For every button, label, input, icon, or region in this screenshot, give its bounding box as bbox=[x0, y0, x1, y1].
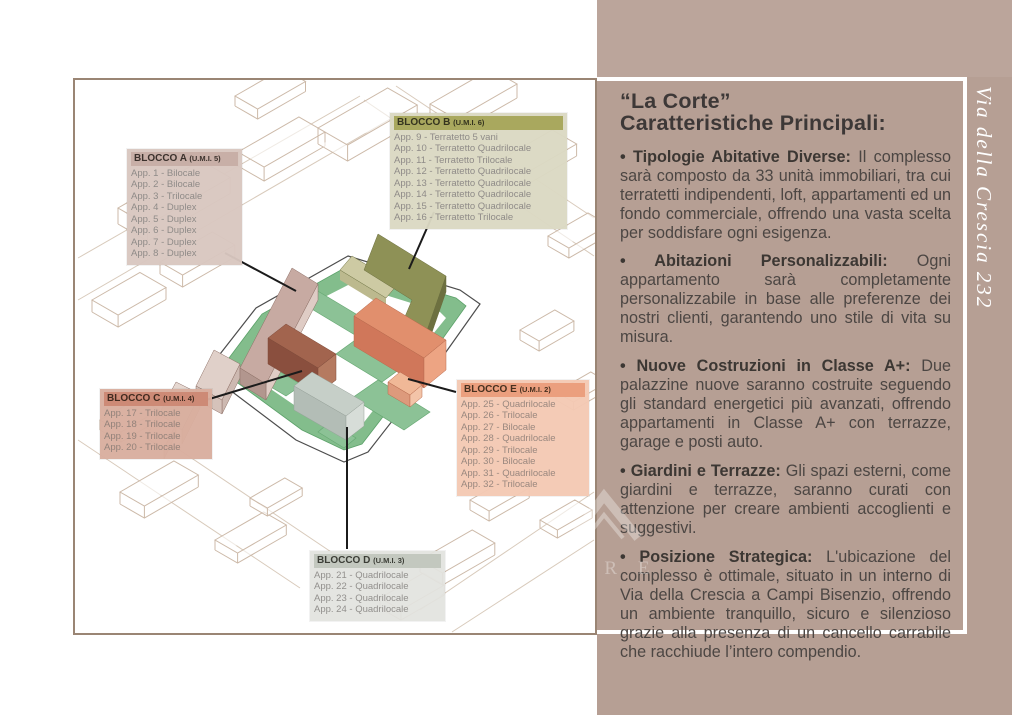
feature-bullet: • Abitazioni Personalizzabili: Ogni appartamento sarà completamente personalizzabile in base alle preferenze dei nostri clienti, garantendo uno stile di vita su misura. bbox=[620, 252, 951, 347]
apartment-row: App. 15 - Terratetto Quadrilocale bbox=[394, 200, 532, 212]
context-building-outline bbox=[250, 478, 302, 516]
apartment-row: App. 24 - Quadrilocale bbox=[314, 604, 409, 615]
apartment-row: App. 25 - Quadrilocale bbox=[461, 398, 556, 410]
apartment-row: App. 9 - Terratetto 5 vani bbox=[394, 131, 498, 143]
feature-bullet: • Tipologie Abitative Diverse: Il complesso sarà composto da 33 unità immobiliari, tra cui terratetti indipendenti, loft, appartamenti ed un fondo commerciale, offrendo una vasta scelta per soddisfare ogni esigenza. bbox=[620, 148, 951, 243]
apartment-row: App. 19 - Trilocale bbox=[104, 430, 181, 442]
blocco-e-label-box bbox=[457, 380, 589, 496]
apartment-row: App. 17 - Trilocale bbox=[104, 407, 181, 419]
apartment-row: App. 28 - Quadrilocale bbox=[461, 433, 556, 444]
blocco-c-label-box bbox=[100, 389, 212, 459]
apartment-row: App. 7 - Duplex bbox=[131, 236, 197, 248]
panel-title-line1: “La Corte” bbox=[620, 89, 731, 113]
apartment-row: App. 4 - Duplex bbox=[131, 202, 197, 213]
watermark-letters: A R E bbox=[571, 558, 658, 579]
blocco-b-label-box bbox=[390, 113, 567, 229]
context-building-outline bbox=[235, 80, 306, 119]
blocco-a-header: BLOCCO A (U.M.I. 5) bbox=[131, 152, 238, 166]
apartment-row: App. 29 - Trilocale bbox=[461, 444, 538, 456]
apartment-row: App. 20 - Trilocale bbox=[104, 442, 181, 453]
blocco-c-apartment-list bbox=[104, 408, 208, 454]
apartment-row: App. 22 - Quadrilocale bbox=[314, 581, 409, 592]
blocco-d-label-box bbox=[310, 551, 445, 621]
feature-list bbox=[620, 148, 951, 662]
apartment-row: App. 30 - Bilocale bbox=[461, 456, 536, 467]
info-panel bbox=[597, 0, 1012, 715]
panel-title-line2: Caratteristiche Principali: bbox=[620, 111, 886, 136]
apartment-row: App. 23 - Quadrilocale bbox=[314, 592, 409, 604]
apartment-row: App. 12 - Terratetto Quadrilocale bbox=[394, 166, 532, 177]
apartment-row: App. 11 - Terratetto Trilocale bbox=[394, 154, 513, 166]
context-building-outline bbox=[520, 310, 574, 351]
street-address-vertical: Via della Crescia 232 bbox=[972, 86, 996, 310]
context-building-outline bbox=[120, 461, 198, 518]
panel-title bbox=[620, 90, 951, 135]
apartment-row: App. 13 - Terratetto Quadrilocale bbox=[394, 177, 532, 189]
apartment-row: App. 14 - Terratetto Quadrilocale bbox=[394, 189, 532, 200]
context-building-outline bbox=[540, 500, 592, 538]
panel-content bbox=[620, 90, 951, 662]
apartment-row: App. 32 - Trilocale bbox=[461, 479, 538, 490]
apartment-row: App. 10 - Terratetto Quadrilocale bbox=[394, 143, 532, 154]
apartment-row: App. 18 - Trilocale bbox=[104, 419, 181, 430]
context-building-outline bbox=[238, 117, 325, 181]
apartment-row: App. 8 - Duplex bbox=[131, 248, 197, 259]
apartment-row: App. 1 - Bilocale bbox=[131, 167, 201, 179]
feature-bullet: • Giardini e Terrazze: Gli spazi esterni, come giardini e terrazze, saranno curati con attenzione per creare ambienti accoglienti e suggestivi. bbox=[620, 462, 951, 538]
blocco-e-apartment-list bbox=[461, 399, 585, 491]
apartment-row: App. 6 - Duplex bbox=[131, 225, 197, 236]
apartment-row: App. 27 - Bilocale bbox=[461, 421, 536, 433]
feature-bullet: • Nuove Costruzioni in Classe A+: Due palazzine nuove saranno costruite seguendo gli standard energetici più avanzati, offrendo appartamenti in Classe A+ con terrazze, garage e posti auto. bbox=[620, 357, 951, 452]
context-building-outline bbox=[215, 512, 286, 563]
apartment-row: App. 21 - Quadrilocale bbox=[314, 569, 409, 581]
apartment-row: App. 5 - Duplex bbox=[131, 213, 197, 225]
apartment-row: App. 3 - Trilocale bbox=[131, 190, 203, 202]
apartment-row: App. 26 - Trilocale bbox=[461, 410, 538, 421]
blocco-b-header: BLOCCO B (U.M.I. 6) bbox=[394, 116, 563, 130]
apartment-row: App. 16 - Terratetto Trilocale bbox=[394, 212, 514, 223]
blocco-d-header: BLOCCO D (U.M.I. 3) bbox=[314, 554, 441, 568]
blocco-b-apartment-list bbox=[394, 132, 563, 224]
apartment-row: App. 2 - Bilocale bbox=[131, 179, 201, 190]
blocco-d-apartment-list bbox=[314, 570, 441, 616]
blocco-c-header: BLOCCO C (U.M.I. 4) bbox=[104, 392, 208, 406]
feature-bullet: • Posizione Strategica: L'ubicazione del complesso è ottimale, situato in un interno di Via della Crescia a Campi Bisenzio, offrendo un ambiente tranquillo, sicuro e silenzioso grazie alla presenza di un cancello carrabile che racchiude l’intero compendio. bbox=[620, 548, 951, 662]
blocco-a-label-box bbox=[127, 149, 242, 265]
apartment-row: App. 31 - Quadrilocale bbox=[461, 467, 556, 479]
blocco-e-header: BLOCCO E (U.M.I. 2) bbox=[461, 383, 585, 397]
context-building-outline bbox=[92, 273, 166, 328]
blocco-a-apartment-list bbox=[131, 168, 238, 260]
